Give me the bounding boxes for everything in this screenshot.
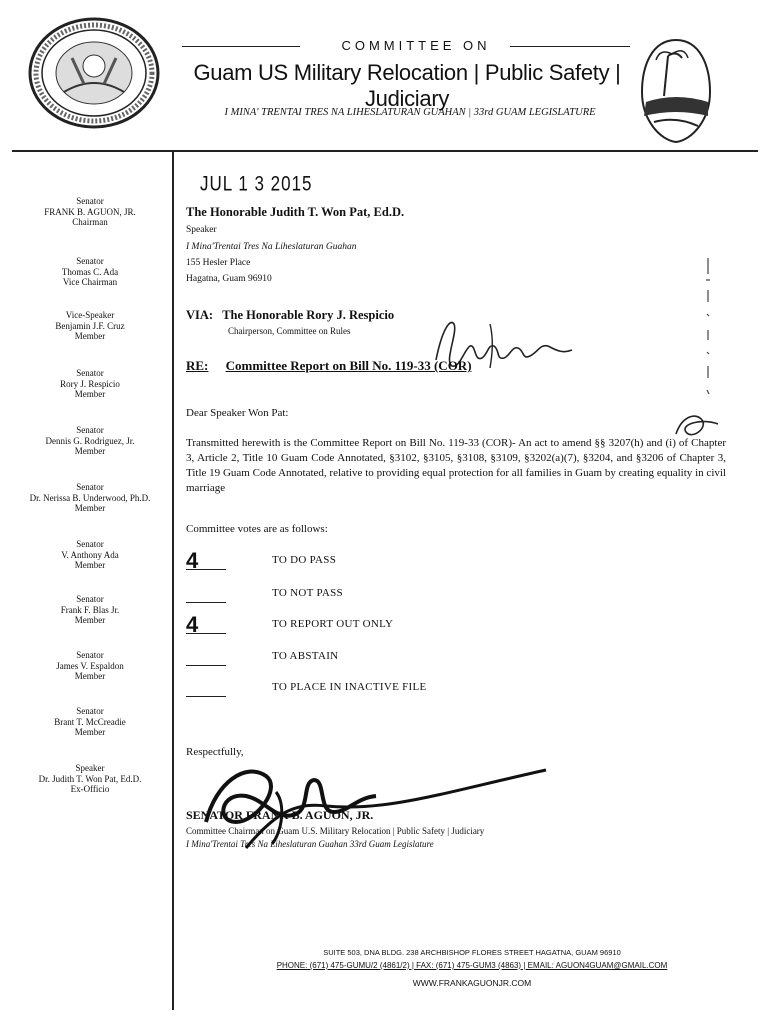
- re-subject: Committee Report on Bill No. 119-33 (COR): [225, 358, 472, 373]
- via-line: [186, 308, 394, 323]
- vote-label: TO REPORT OUT ONLY: [272, 618, 394, 630]
- member-position: Member: [74, 615, 106, 625]
- addressee-title: Speaker: [186, 225, 217, 235]
- legislature-line: I MINA' TRENTAI TRES NA LIHESLATURAN GUAHAN | 33rd GUAM LEGISLATURE: [224, 107, 596, 118]
- salutation: Dear Speaker Won Pat:: [186, 407, 289, 419]
- vote-count: 4: [186, 548, 199, 573]
- member-name: Dr. Judith T. Won Pat, Ed.D.: [38, 773, 142, 784]
- member-position: Ex-Officio: [70, 784, 110, 794]
- vote-row-not-pass: [186, 587, 486, 605]
- member-7: [10, 539, 170, 571]
- member-position: Vice Chairman: [62, 277, 118, 287]
- member-position: Member: [74, 727, 106, 737]
- re-line: [186, 358, 472, 374]
- vote-blank-line: [186, 633, 226, 634]
- vote-label: TO NOT PASS: [272, 587, 343, 599]
- vote-label: TO DO PASS: [272, 554, 337, 566]
- transmittal-paragraph: Transmitted herewith is the Committee Report on Bill No. 119-33 (COR)- An act to amend §§ 3207(h) and (i) of Chapter 3, Article 2, Title 10 Guam Code Annotated, §3102, §3105, §3108, §3109, §3202(a)(7), §3204, and §3206 of Chapter 3, Title 19 Guam Code Annotated, relative to providing equal protection for all families in Guam by creating equality in civil marriage: [186, 437, 726, 494]
- member-name: Dennis G. Rodriguez, Jr.: [45, 435, 135, 446]
- member-name: Benjamin J.F. Cruz: [55, 320, 125, 331]
- member-10: [10, 706, 170, 738]
- vote-row-inactive: [186, 681, 486, 699]
- member-name: Thomas C. Ada: [61, 266, 119, 277]
- member-6: [10, 482, 170, 514]
- member-1: [10, 196, 170, 228]
- member-name: FRANK B. AGUON, JR.: [44, 206, 136, 217]
- member-11: [10, 763, 170, 795]
- member-role: Vice-Speaker: [65, 310, 115, 320]
- footer-website: WWW.FRANKAGUONJR.COM: [412, 978, 532, 988]
- committee-seal-left: [24, 14, 164, 132]
- signer-title: Committee Chairman on Guam U.S. Military Relocation | Public Safety | Judiciary: [186, 826, 485, 836]
- member-name: James V. Espaldon: [56, 660, 124, 671]
- vote-blank-line: [186, 696, 226, 697]
- guam-seal-right: [638, 36, 714, 146]
- re-label: RE:: [186, 358, 209, 373]
- member-5: [10, 425, 170, 457]
- vote-blank-line: [186, 602, 226, 603]
- addressee-street: 155 Hesler Place: [186, 258, 251, 268]
- vote-blank-line: [186, 665, 226, 666]
- member-role: Senator: [76, 256, 104, 266]
- member-position: Member: [74, 331, 106, 341]
- member-3: [10, 310, 170, 342]
- member-2: [10, 256, 170, 288]
- addressee-name: The Honorable Judith T. Won Pat, Ed.D.: [186, 205, 405, 219]
- member-role: Senator: [76, 706, 104, 716]
- committee-title: Guam US Military Relocation | Public Safety | Judiciary: [193, 60, 621, 111]
- header-line-right: [510, 46, 630, 47]
- member-position: Member: [74, 446, 106, 456]
- member-9: [10, 650, 170, 682]
- vote-label: TO PLACE IN INACTIVE FILE: [272, 681, 427, 693]
- addressee-city: Hagatna, Guam 96910: [186, 274, 272, 284]
- signer-name: SENATOR FRANK B. AGUON, JR.: [186, 808, 374, 822]
- member-position: Member: [74, 671, 106, 681]
- member-position: Member: [74, 560, 106, 570]
- member-role: Senator: [76, 539, 104, 549]
- header-line-left: [182, 46, 300, 47]
- member-name: V. Anthony Ada: [61, 549, 119, 560]
- sidebar-divider: [172, 152, 174, 1010]
- via-label: VIA:: [186, 308, 214, 322]
- member-name: Frank F. Blas Jr.: [60, 604, 120, 615]
- received-stamp: [698, 254, 718, 404]
- closing: Respectfully,: [186, 746, 244, 758]
- member-name: Dr. Nerissa B. Underwood, Ph.D.: [29, 492, 151, 503]
- votes-intro: Committee votes are as follows:: [186, 523, 328, 535]
- vote-count: 4: [186, 612, 199, 637]
- via-title: Chairperson, Committee on Rules: [228, 326, 351, 336]
- footer-contact: PHONE: (671) 475-GUMU/2 (4861/2) | FAX: (671) 475-GUM3 (4863) | EMAIL: AGUON4GUAM@GMAIL.COM: [276, 961, 668, 970]
- member-role: Senator: [76, 594, 104, 604]
- vote-row-abstain: [186, 650, 486, 668]
- date-stamp: JUL 1 3 2015: [200, 171, 313, 196]
- vote-row-report-out: [186, 612, 486, 637]
- addressee-org: I Mina'Trentai Tres Na Liheslaturan Guahan: [186, 242, 357, 252]
- member-position: Chairman: [72, 217, 108, 227]
- member-role: Senator: [76, 650, 104, 660]
- signer-org: I Mina'Trentai Tres Na Liheslaturan Guahan 33rd Guam Legislature: [186, 839, 434, 849]
- chairman-signature: [186, 752, 566, 852]
- member-position: Member: [74, 389, 106, 399]
- member-role: Speaker: [75, 763, 105, 773]
- member-role: Senator: [76, 368, 104, 378]
- header-rule: [12, 150, 758, 152]
- via-name: The Honorable Rory J. Respicio: [222, 308, 395, 322]
- committee-on-label: COMMITTEE ON: [341, 38, 491, 53]
- member-name: Brant T. McCreadie: [54, 716, 126, 727]
- member-8: [10, 594, 170, 626]
- vote-row-do-pass: [186, 548, 486, 573]
- member-4: [10, 368, 170, 400]
- member-role: Senator: [76, 425, 104, 435]
- member-role: Senator: [76, 482, 104, 492]
- vote-label: TO ABSTAIN: [272, 650, 339, 662]
- vote-blank-line: [186, 569, 226, 570]
- member-name: Rory J. Respicio: [60, 378, 120, 389]
- footer-address: SUITE 503, DNA BLDG. 238 ARCHBISHOP FLORES STREET HAGATNA, GUAM 96910: [323, 948, 621, 957]
- member-role: Senator: [76, 196, 104, 206]
- member-position: Member: [74, 503, 106, 513]
